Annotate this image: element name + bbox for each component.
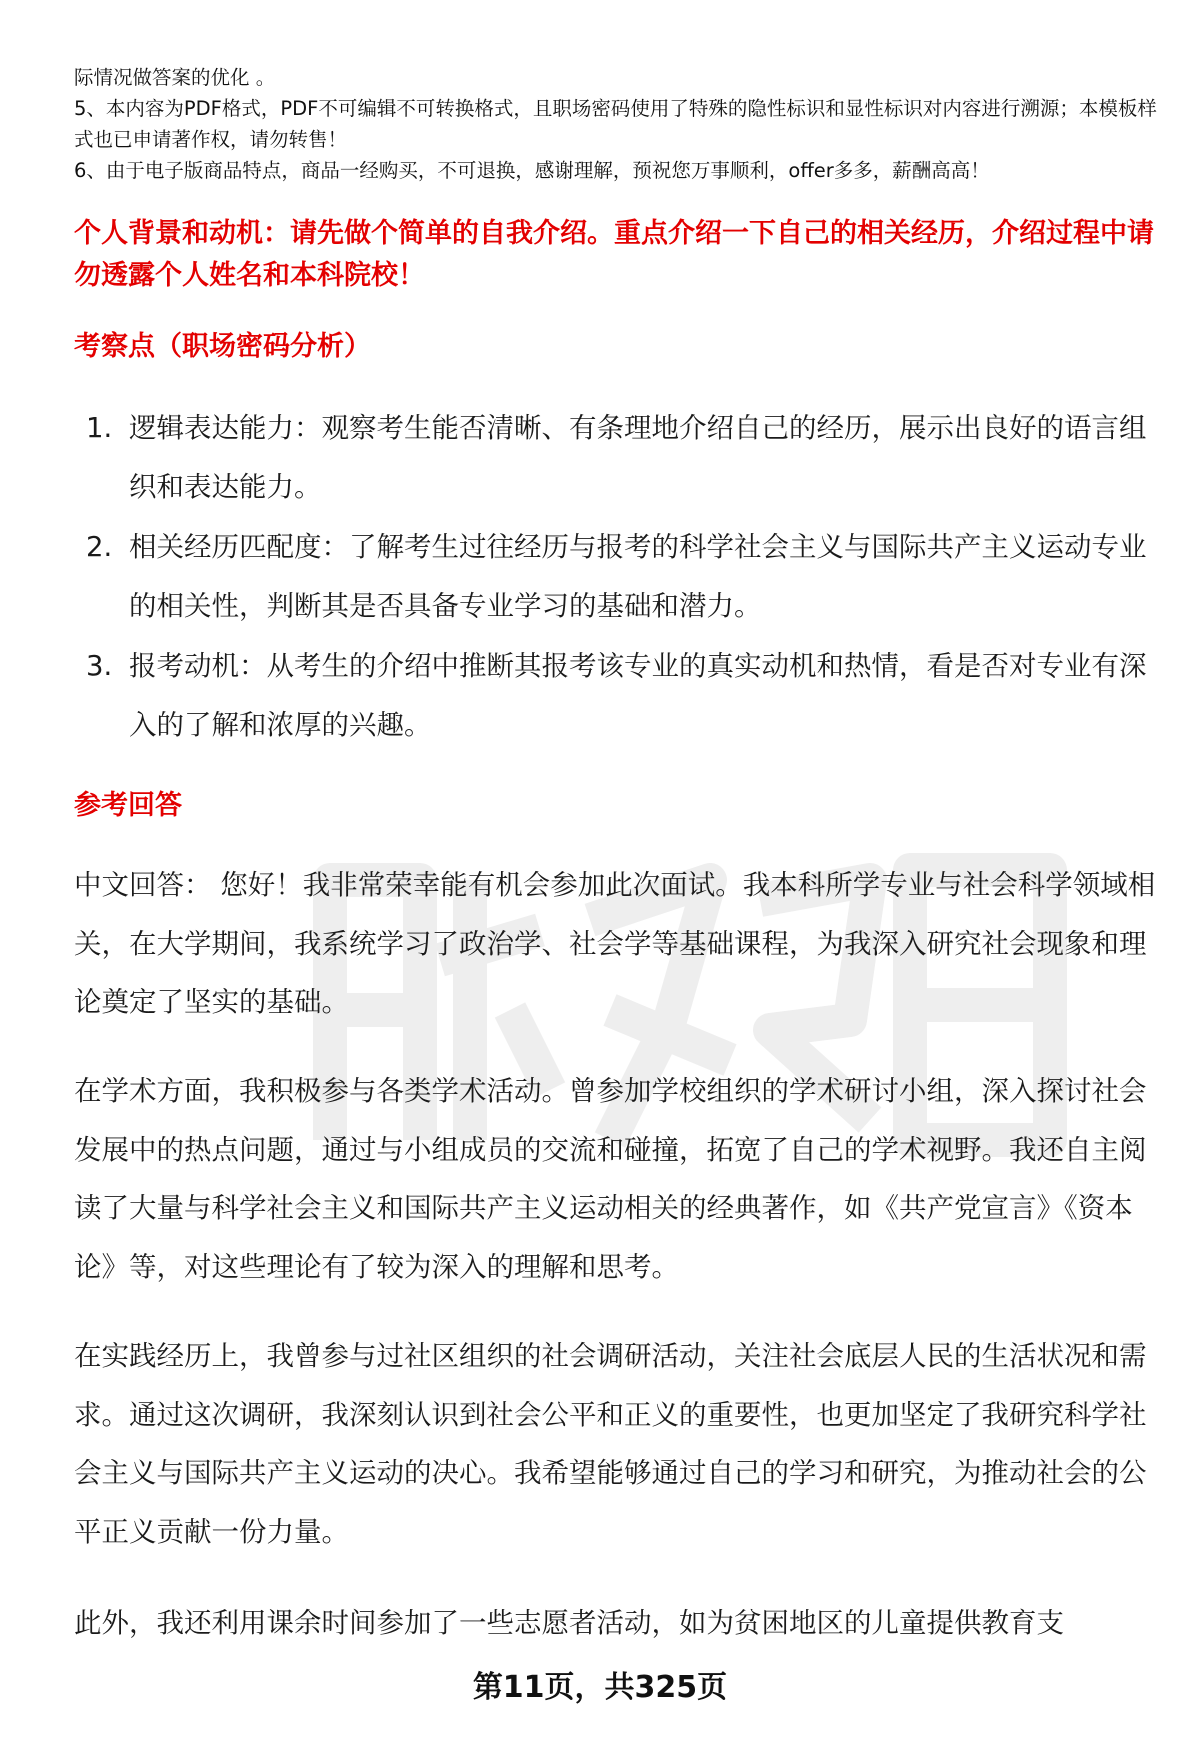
- answer-paragraph: 中文回答： 您好！我非常荣幸能有机会参加此次面试。我本科所学专业与社会科学领域相关，在大学期间，我系统学习了政治学、社会学等基础课程，为我深入研究社会现象和理论奠定了坚实的基础。: [74, 869, 1156, 1018]
- analysis-points-list: [74, 399, 1164, 756]
- answer-paragraph: 在学术方面，我积极参与各类学术活动。曾参加学校组织的学术研讨小组，深入探讨社会发展中的热点问题，通过与小组成员的交流和碰撞，拓宽了自己的学术视野。我还自主阅读了大量与科学社会主义和国际共产主义运动相关的经典著作，如《共产党宣言》《资本论》等，对这些理论有了较为深入的理解和思考。: [74, 1075, 1147, 1283]
- note-line: 6、由于电子版商品特点，商品一经购买，不可退换，感谢理解，预祝您万事顺利，offer多多，薪酬高高！: [74, 159, 990, 182]
- interview-question: 个人背景和动机：请先做个简单的自我介绍。重点介绍一下自己的相关经历，介绍过程中请勿透露个人姓名和本科院校！: [74, 218, 1154, 291]
- note-line: 5、本内容为PDF格式，PDF不可编辑不可转换格式，且职场密码使用了特殊的隐性标识和显性标识对内容进行溯源；本模板样式也已申请著作权，请勿转售！: [74, 97, 1157, 151]
- analysis-heading: 考察点（职场密码分析）: [74, 331, 371, 362]
- analysis-point: [74, 637, 1164, 755]
- answer-paragraph: 在实践经历上，我曾参与过社区组织的社会调研活动，关注社会底层人民的生活状况和需求。通过这次调研，我深刻认识到社会公平和正义的重要性，也更加坚定了我研究科学社会主义与国际共产主义运动的决心。我希望能够通过自己的学习和研究，为推动社会的公平正义贡献一份力量。: [74, 1340, 1147, 1548]
- point-text: 逻辑表达能力：观察考生能否清晰、有条理地介绍自己的经历，展示出良好的语言组织和表达能力。: [129, 412, 1147, 503]
- point-number: 1.: [86, 412, 113, 444]
- point-text: 相关经历匹配度：了解考生过往经历与报考的科学社会主义与国际共产主义运动专业的相关性，判断其是否具备专业学习的基础和潜力。: [129, 531, 1147, 622]
- page-number: 第11页，共325页: [472, 1670, 728, 1705]
- analysis-point: [74, 399, 1164, 517]
- point-text: 报考动机：从考生的介绍中推断其报考该专业的真实动机和热情，看是否对专业有深入的了解和浓厚的兴趣。: [129, 650, 1147, 741]
- notes-block: [74, 62, 1160, 186]
- point-number: 3.: [86, 650, 113, 682]
- answer-heading: 参考回答: [74, 790, 182, 821]
- note-line: 际情况做答案的优化 。: [74, 66, 276, 89]
- answer-paragraph: 此外，我还利用课余时间参加了一些志愿者活动，如为贫困地区的儿童提供教育支: [74, 1607, 1064, 1639]
- analysis-point: [74, 518, 1164, 636]
- point-number: 2.: [86, 531, 113, 563]
